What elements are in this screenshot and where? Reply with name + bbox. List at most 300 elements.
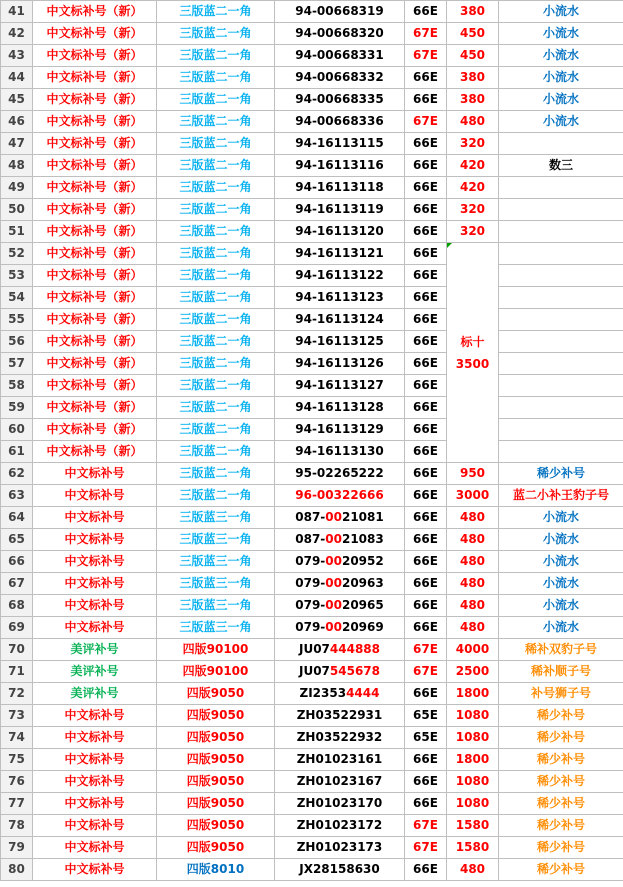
table-row <box>1 463 623 485</box>
price-cell[interactable] <box>447 859 499 881</box>
serial-cell[interactable] <box>275 89 405 111</box>
note-cell-text[interactable] <box>499 683 623 705</box>
serial-cell[interactable] <box>275 507 405 529</box>
row-number-cell[interactable] <box>1 221 33 243</box>
version-cell[interactable] <box>157 617 275 639</box>
serial-cell[interactable] <box>275 353 405 375</box>
grade-cell[interactable] <box>405 221 447 243</box>
grade-cell[interactable] <box>405 331 447 353</box>
note-cell-text[interactable] <box>499 111 623 133</box>
row-number-cell[interactable] <box>1 199 33 221</box>
merged-price-cell[interactable] <box>447 243 499 463</box>
price-cell[interactable] <box>447 45 499 67</box>
row-number-cell[interactable] <box>1 705 33 727</box>
price-text: 1580 <box>455 818 490 832</box>
note-text: 小流水 <box>542 510 579 524</box>
price-cell[interactable] <box>447 485 499 507</box>
serial-cell[interactable] <box>275 463 405 485</box>
table-row <box>1 683 623 705</box>
note-cell-text[interactable] <box>499 89 623 111</box>
price-cell[interactable] <box>447 89 499 111</box>
version-cell[interactable] <box>157 749 275 771</box>
price-cell[interactable] <box>447 111 499 133</box>
category-cell[interactable] <box>33 67 157 89</box>
category-cell[interactable] <box>33 1 157 23</box>
grade-text: 67E <box>413 48 438 62</box>
category-cell[interactable] <box>33 287 157 309</box>
category-cell[interactable] <box>33 793 157 815</box>
version-cell[interactable] <box>157 353 275 375</box>
version-cell[interactable] <box>157 177 275 199</box>
category-cell[interactable] <box>33 507 157 529</box>
category-cell[interactable] <box>33 639 157 661</box>
serial-cell[interactable] <box>275 793 405 815</box>
version-cell[interactable] <box>157 419 275 441</box>
version-cell[interactable] <box>157 45 275 67</box>
version-cell[interactable] <box>157 507 275 529</box>
grade-cell[interactable] <box>405 507 447 529</box>
note-cell-text[interactable] <box>499 463 623 485</box>
serial-cell[interactable] <box>275 243 405 265</box>
grade-cell[interactable] <box>405 485 447 507</box>
category-cell[interactable] <box>33 705 157 727</box>
table-row <box>1 573 623 595</box>
grade-cell[interactable] <box>405 265 447 287</box>
note-cell-text[interactable] <box>499 639 623 661</box>
grade-cell[interactable] <box>405 397 447 419</box>
category-cell[interactable] <box>33 177 157 199</box>
grade-cell[interactable] <box>405 67 447 89</box>
note-cell-text[interactable] <box>499 749 623 771</box>
serial-cell[interactable] <box>275 837 405 859</box>
price-cell[interactable] <box>447 573 499 595</box>
version-cell[interactable] <box>157 705 275 727</box>
serial-cell[interactable] <box>275 771 405 793</box>
grade-cell[interactable] <box>405 661 447 683</box>
category-cell[interactable] <box>33 595 157 617</box>
version-cell[interactable] <box>157 375 275 397</box>
serial-segment: ZH01023170 <box>296 796 383 810</box>
note-cell-text[interactable] <box>499 199 623 221</box>
price-cell[interactable] <box>447 639 499 661</box>
serial-cell[interactable] <box>275 199 405 221</box>
serial-cell[interactable] <box>275 749 405 771</box>
note-cell-text[interactable] <box>499 265 623 287</box>
serial-segment: 96-00322666 <box>295 488 384 502</box>
row-number-cell[interactable] <box>1 507 33 529</box>
row-number-cell[interactable] <box>1 177 33 199</box>
row-number-cell[interactable] <box>1 23 33 45</box>
note-cell-text[interactable] <box>499 859 623 881</box>
note-cell-text[interactable] <box>499 771 623 793</box>
grade-cell[interactable] <box>405 309 447 331</box>
serial-cell[interactable] <box>275 595 405 617</box>
note-text: 小流水 <box>542 554 579 568</box>
category-cell[interactable] <box>33 463 157 485</box>
table-row <box>1 661 623 683</box>
grade-cell[interactable] <box>405 111 447 133</box>
grade-cell[interactable] <box>405 573 447 595</box>
note-cell-text[interactable] <box>499 243 623 265</box>
category-cell[interactable] <box>33 221 157 243</box>
price-cell[interactable] <box>447 815 499 837</box>
grade-cell[interactable] <box>405 23 447 45</box>
category-cell[interactable] <box>33 815 157 837</box>
version-cell[interactable] <box>157 67 275 89</box>
version-cell[interactable] <box>157 199 275 221</box>
row-number-cell[interactable] <box>1 551 33 573</box>
note-cell-text[interactable] <box>499 45 623 67</box>
grade-cell[interactable] <box>405 133 447 155</box>
row-number-cell[interactable] <box>1 573 33 595</box>
category-cell[interactable] <box>33 419 157 441</box>
price-cell[interactable] <box>447 595 499 617</box>
version-cell[interactable] <box>157 331 275 353</box>
row-number-cell[interactable] <box>1 771 33 793</box>
row-number-cell[interactable] <box>1 397 33 419</box>
version-cell[interactable] <box>157 683 275 705</box>
note-cell-text[interactable] <box>499 419 623 441</box>
grade-cell[interactable] <box>405 155 447 177</box>
version-cell[interactable] <box>157 771 275 793</box>
row-number-cell[interactable] <box>1 859 33 881</box>
note-cell-text[interactable] <box>499 815 623 837</box>
row-number-cell[interactable] <box>1 155 33 177</box>
price-cell[interactable] <box>447 1 499 23</box>
grade-cell[interactable] <box>405 419 447 441</box>
category-cell[interactable] <box>33 727 157 749</box>
serial-cell[interactable] <box>275 419 405 441</box>
category-cell[interactable] <box>33 441 157 463</box>
grade-cell[interactable] <box>405 45 447 67</box>
row-number-cell[interactable] <box>1 815 33 837</box>
version-cell[interactable] <box>157 573 275 595</box>
row-number-cell[interactable] <box>1 111 33 133</box>
note-cell-text[interactable] <box>499 837 623 859</box>
note-cell-text[interactable] <box>499 177 623 199</box>
grade-cell[interactable] <box>405 837 447 859</box>
version-cell[interactable] <box>157 89 275 111</box>
price-cell[interactable] <box>447 617 499 639</box>
note-cell-text[interactable] <box>499 221 623 243</box>
category-cell[interactable] <box>33 133 157 155</box>
grade-cell[interactable] <box>405 859 447 881</box>
category-cell[interactable] <box>33 749 157 771</box>
serial-cell[interactable] <box>275 265 405 287</box>
row-number-cell[interactable] <box>1 353 33 375</box>
version-text: 三版蓝三一角 <box>179 598 252 612</box>
grade-cell[interactable] <box>405 441 447 463</box>
grade-cell[interactable] <box>405 727 447 749</box>
category-cell[interactable] <box>33 859 157 881</box>
grade-cell[interactable] <box>405 595 447 617</box>
note-cell-text[interactable] <box>499 375 623 397</box>
version-cell[interactable] <box>157 23 275 45</box>
version-cell[interactable] <box>157 309 275 331</box>
version-cell[interactable] <box>157 551 275 573</box>
row-number: 54 <box>8 290 25 304</box>
category-cell[interactable] <box>33 309 157 331</box>
grade-text: 66E <box>413 554 438 568</box>
row-number-cell[interactable] <box>1 419 33 441</box>
version-cell[interactable] <box>157 155 275 177</box>
grade-cell[interactable] <box>405 89 447 111</box>
grade-cell[interactable] <box>405 199 447 221</box>
note-cell-text[interactable] <box>499 595 623 617</box>
grade-cell[interactable] <box>405 243 447 265</box>
grade-cell[interactable] <box>405 287 447 309</box>
version-cell[interactable] <box>157 133 275 155</box>
row-number-cell[interactable] <box>1 287 33 309</box>
category-cell[interactable] <box>33 661 157 683</box>
serial-cell[interactable] <box>275 551 405 573</box>
note-text: 补号狮子号 <box>530 686 591 700</box>
category-text: 中文标补号（新） <box>46 4 143 18</box>
version-text: 四版90100 <box>182 664 249 678</box>
serial-cell[interactable] <box>275 397 405 419</box>
grade-cell[interactable] <box>405 705 447 727</box>
version-cell[interactable] <box>157 1 275 23</box>
category-cell[interactable] <box>33 155 157 177</box>
note-cell-text[interactable] <box>499 573 623 595</box>
version-cell[interactable] <box>157 111 275 133</box>
note-cell-text[interactable] <box>499 67 623 89</box>
serial-cell[interactable] <box>275 375 405 397</box>
grade-cell[interactable] <box>405 375 447 397</box>
price-cell[interactable] <box>447 727 499 749</box>
grade-cell[interactable] <box>405 463 447 485</box>
category-cell[interactable] <box>33 23 157 45</box>
comment-indicator-icon <box>447 243 452 248</box>
row-number-cell[interactable] <box>1 683 33 705</box>
price-cell[interactable] <box>447 749 499 771</box>
serial-cell[interactable] <box>275 133 405 155</box>
version-cell[interactable] <box>157 265 275 287</box>
row-number-cell[interactable] <box>1 463 33 485</box>
serial-cell[interactable] <box>275 221 405 243</box>
row-number-cell[interactable] <box>1 529 33 551</box>
version-cell[interactable] <box>157 529 275 551</box>
serial-segment: 94-16113129 <box>295 422 384 436</box>
note-cell-text[interactable] <box>499 287 623 309</box>
note-text: 小流水 <box>542 620 579 634</box>
grade-cell[interactable] <box>405 749 447 771</box>
serial-cell[interactable] <box>275 727 405 749</box>
grade-cell[interactable] <box>405 683 447 705</box>
price-cell[interactable] <box>447 551 499 573</box>
row-number-cell[interactable] <box>1 265 33 287</box>
note-cell-text[interactable] <box>499 133 623 155</box>
price-cell[interactable] <box>447 793 499 815</box>
serial-cell[interactable] <box>275 639 405 661</box>
row-number-cell[interactable] <box>1 793 33 815</box>
note-text: 稀补双豹子号 <box>524 642 597 656</box>
serial-segment: JU07 <box>298 664 330 678</box>
category-cell[interactable] <box>33 45 157 67</box>
grade-cell[interactable] <box>405 551 447 573</box>
row-number-cell[interactable] <box>1 1 33 23</box>
price-cell[interactable] <box>447 705 499 727</box>
row-number-cell[interactable] <box>1 309 33 331</box>
row-number-cell[interactable] <box>1 375 33 397</box>
category-cell[interactable] <box>33 573 157 595</box>
version-cell[interactable] <box>157 793 275 815</box>
serial-segment: 00 <box>325 510 342 524</box>
row-number-cell[interactable] <box>1 133 33 155</box>
note-cell-text[interactable] <box>499 727 623 749</box>
version-cell[interactable] <box>157 661 275 683</box>
row-number-cell[interactable] <box>1 727 33 749</box>
row-number-cell[interactable] <box>1 595 33 617</box>
grade-cell[interactable] <box>405 771 447 793</box>
price-cell[interactable] <box>447 155 499 177</box>
grade-cell[interactable] <box>405 639 447 661</box>
serial-cell[interactable] <box>275 815 405 837</box>
note-cell-text[interactable] <box>499 705 623 727</box>
version-cell[interactable] <box>157 243 275 265</box>
serial-cell[interactable] <box>275 331 405 353</box>
serial-cell[interactable] <box>275 177 405 199</box>
category-cell[interactable] <box>33 243 157 265</box>
price-cell[interactable] <box>447 529 499 551</box>
category-cell[interactable] <box>33 375 157 397</box>
serial-cell[interactable] <box>275 155 405 177</box>
category-cell[interactable] <box>33 551 157 573</box>
note-cell-text[interactable] <box>499 397 623 419</box>
version-cell[interactable] <box>157 639 275 661</box>
category-cell[interactable] <box>33 771 157 793</box>
price-cell[interactable] <box>447 177 499 199</box>
note-cell-text[interactable] <box>499 551 623 573</box>
serial-cell[interactable] <box>275 683 405 705</box>
row-number: 67 <box>8 576 25 590</box>
table-row <box>1 617 623 639</box>
note-cell-text[interactable] <box>499 661 623 683</box>
category-cell[interactable] <box>33 265 157 287</box>
price-cell[interactable] <box>447 507 499 529</box>
version-cell[interactable] <box>157 815 275 837</box>
serial-cell[interactable] <box>275 529 405 551</box>
note-cell-text[interactable] <box>499 617 623 639</box>
price-cell[interactable] <box>447 67 499 89</box>
price-text: 1080 <box>455 708 490 722</box>
price-cell[interactable] <box>447 133 499 155</box>
category-cell[interactable] <box>33 111 157 133</box>
category-cell[interactable] <box>33 837 157 859</box>
serial-cell[interactable] <box>275 485 405 507</box>
version-cell[interactable] <box>157 463 275 485</box>
category-cell[interactable] <box>33 529 157 551</box>
note-cell-text[interactable] <box>499 507 623 529</box>
version-cell[interactable] <box>157 287 275 309</box>
category-cell[interactable] <box>33 353 157 375</box>
grade-cell[interactable] <box>405 617 447 639</box>
serial-cell[interactable] <box>275 23 405 45</box>
version-cell[interactable] <box>157 837 275 859</box>
row-number-cell[interactable] <box>1 67 33 89</box>
serial-cell[interactable] <box>275 859 405 881</box>
serial-cell[interactable] <box>275 287 405 309</box>
note-cell-text[interactable] <box>499 23 623 45</box>
row-number-cell[interactable] <box>1 441 33 463</box>
price-cell[interactable] <box>447 837 499 859</box>
table-row <box>1 177 623 199</box>
category-cell[interactable] <box>33 89 157 111</box>
note-cell-text[interactable] <box>499 441 623 463</box>
serial-cell[interactable] <box>275 67 405 89</box>
note-cell-text[interactable] <box>499 309 623 331</box>
note-cell-text[interactable] <box>499 331 623 353</box>
serial-cell[interactable] <box>275 45 405 67</box>
note-cell-text[interactable] <box>499 155 623 177</box>
note-cell-text[interactable] <box>499 485 623 507</box>
version-cell[interactable] <box>157 859 275 881</box>
category-cell[interactable] <box>33 617 157 639</box>
row-number-cell[interactable] <box>1 749 33 771</box>
row-number-cell[interactable] <box>1 837 33 859</box>
serial-cell[interactable] <box>275 1 405 23</box>
grade-cell[interactable] <box>405 793 447 815</box>
note-cell-text[interactable] <box>499 793 623 815</box>
category-text: 中文标补号（新） <box>46 290 143 304</box>
category-cell[interactable] <box>33 199 157 221</box>
row-number-cell[interactable] <box>1 617 33 639</box>
grade-cell[interactable] <box>405 529 447 551</box>
category-cell[interactable] <box>33 331 157 353</box>
row-number-cell[interactable] <box>1 243 33 265</box>
note-cell-text[interactable] <box>499 353 623 375</box>
row-number-cell[interactable] <box>1 661 33 683</box>
grade-cell[interactable] <box>405 1 447 23</box>
row-number-cell[interactable] <box>1 45 33 67</box>
serial-cell[interactable] <box>275 111 405 133</box>
row-number-cell[interactable] <box>1 89 33 111</box>
price-cell[interactable] <box>447 463 499 485</box>
serial-cell[interactable] <box>275 309 405 331</box>
serial-cell[interactable] <box>275 573 405 595</box>
row-number-cell[interactable] <box>1 485 33 507</box>
price-cell[interactable] <box>447 661 499 683</box>
serial-segment: 00 <box>325 598 342 612</box>
price-cell[interactable] <box>447 683 499 705</box>
price-cell[interactable] <box>447 771 499 793</box>
row-number-cell[interactable] <box>1 639 33 661</box>
version-cell[interactable] <box>157 441 275 463</box>
price-cell[interactable] <box>447 199 499 221</box>
grade-cell[interactable] <box>405 177 447 199</box>
category-cell[interactable] <box>33 683 157 705</box>
price-cell[interactable] <box>447 221 499 243</box>
serial-cell[interactable] <box>275 441 405 463</box>
category-cell[interactable] <box>33 397 157 419</box>
serial-cell[interactable] <box>275 705 405 727</box>
serial-cell[interactable] <box>275 661 405 683</box>
grade-cell[interactable] <box>405 353 447 375</box>
version-cell[interactable] <box>157 727 275 749</box>
version-cell[interactable] <box>157 221 275 243</box>
price-cell[interactable] <box>447 23 499 45</box>
version-cell[interactable] <box>157 397 275 419</box>
grade-cell[interactable] <box>405 815 447 837</box>
version-cell[interactable] <box>157 485 275 507</box>
serial-cell[interactable] <box>275 617 405 639</box>
row-number-cell[interactable] <box>1 331 33 353</box>
category-cell[interactable] <box>33 485 157 507</box>
version-text: 三版蓝三一角 <box>179 532 252 546</box>
note-cell-text[interactable] <box>499 529 623 551</box>
version-cell[interactable] <box>157 595 275 617</box>
note-cell-text[interactable] <box>499 1 623 23</box>
